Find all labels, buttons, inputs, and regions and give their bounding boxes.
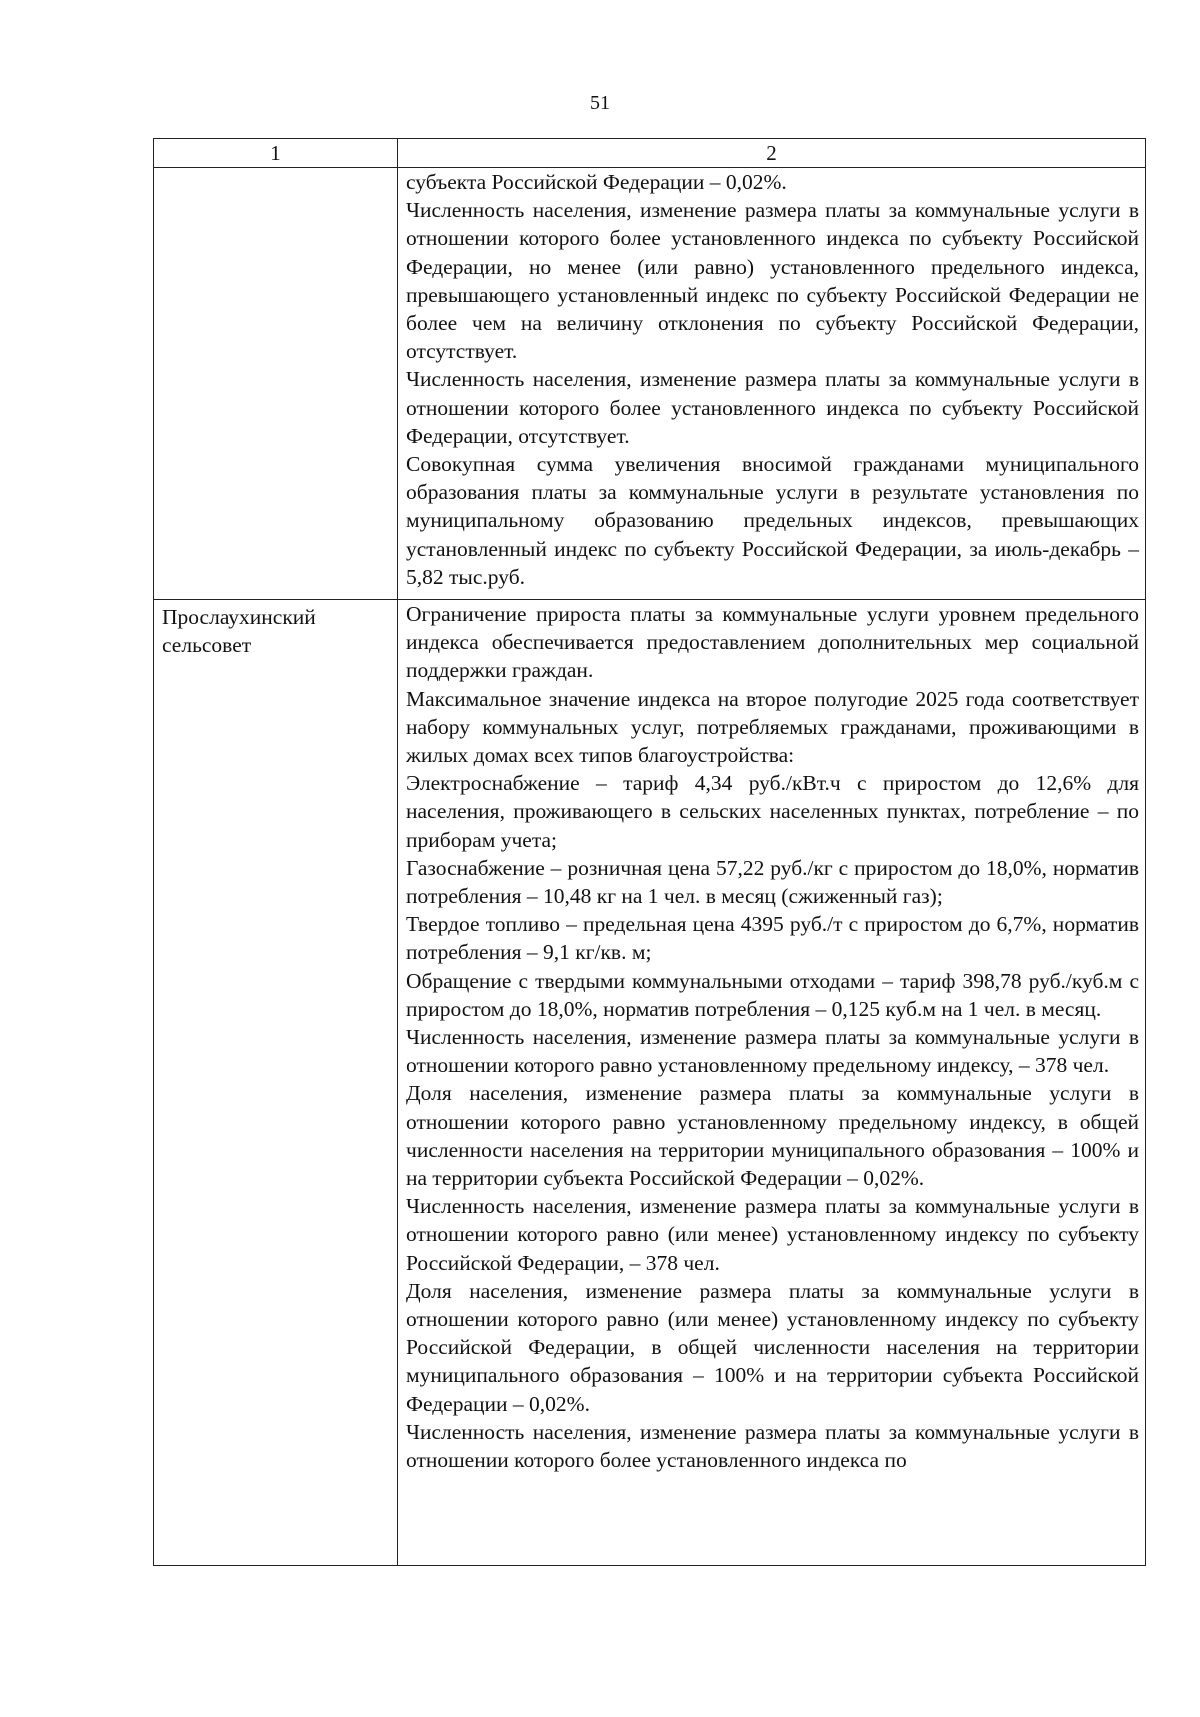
column-header-2: 2 (398, 139, 1146, 168)
paragraph: Ограничение прироста платы за коммунальные услуги уровнем предельного индекса обеспечивается предоставлением дополнительных мер социальной поддержки граждан. (406, 602, 1139, 683)
paragraph: Численность населения, изменение размера платы за коммунальные услуги в отношении которого более установленного индекса по (406, 1419, 1139, 1473)
data-table (153, 138, 1146, 1566)
paragraph: Газоснабжение – розничная цена 57,22 руб./кг с приростом до 18,0%, норматив потребления – 10,48 кг на 1 чел. в месяц (сжиженный газ); (406, 855, 1139, 909)
column-header-1: 1 (154, 139, 398, 168)
paragraph: Доля населения, изменение размера платы за коммунальные услуги в отношении которого равно установленному предельному индексу, в общей численности населения на территории муниципального образования – 100% и на территории субъекта Российской Федерации – 0,02%. (406, 1081, 1139, 1191)
table-row (154, 168, 1146, 600)
table-header-row (154, 139, 1146, 168)
paragraph: Численность населения, изменение размера платы за коммунальные услуги в отношении которого равно (или менее) установленному индексу по субъекту Российской Федерации, – 378 чел. (406, 1194, 1139, 1275)
page-number: 51 (590, 92, 610, 114)
table-row (154, 600, 1146, 1566)
municipality-cell: Прослаухинский сельсовет (154, 600, 398, 1566)
paragraph: субъекта Российской Федерации – 0,02%. (406, 170, 787, 194)
paragraph: Обращение с твердыми коммунальными отходами – тариф 398,78 руб./куб.м с приростом до 18,0%, норматив потребления – 0,125 куб.м на 1 чел. в месяц. (406, 968, 1139, 1021)
paragraph: Твердое топливо – предельная цена 4395 руб./т с приростом до 6,7%, норматив потребления – 9,1 кг/кв. м; (406, 912, 1139, 965)
paragraph: Численность населения, изменение размера платы за коммунальные услуги в отношении которого более установленного индекса по субъекту Российской Федерации, но менее (или равно) установленного предельного индекса, превышающего установленный индекс по субъекту Российской Федерации не более чем на величину отклонения по субъекту Российской Федерации, отсутствует. (406, 198, 1139, 364)
description-cell (398, 600, 1146, 1566)
paragraph: Электроснабжение – тариф 4,34 руб./кВт.ч с приростом до 12,6% для населения, проживающего в сельских населенных пунктах, потребление – по приборам учета; (406, 771, 1139, 852)
municipality-cell (154, 168, 398, 600)
paragraph: Численность населения, изменение размера платы за коммунальные услуги в отношении которого более установленного индекса по субъекту Российской Федерации, отсутствует. (406, 367, 1139, 448)
paragraph: Максимальное значение индекса на второе полугодие 2025 года соответствует набору коммунальных услуг, потребляемых гражданами, проживающими в жилых домах всех типов благоустройства: (406, 686, 1139, 768)
paragraph: Численность населения, изменение размера платы за коммунальные услуги в отношении которого равно установленному предельному индексу, – 378 чел. (406, 1025, 1139, 1078)
paragraph: Совокупная сумма увеличения вносимой гражданами муниципального образования платы за коммунальные услуги в результате установления по муниципальному образованию предельных индексов, превышающих установленный индекс по субъекту Российской Федерации, за июль-декабрь – 5,82 тыс.руб. (406, 452, 1139, 589)
description-cell (398, 168, 1146, 600)
paragraph: Доля населения, изменение размера платы за коммунальные услуги в отношении которого равно (или менее) установленному индексу по субъекту Российской Федерации, в общей численности населения на территории муниципального образования – 100% и на территории субъекта Российской Федерации – 0,02%. (406, 1278, 1139, 1416)
